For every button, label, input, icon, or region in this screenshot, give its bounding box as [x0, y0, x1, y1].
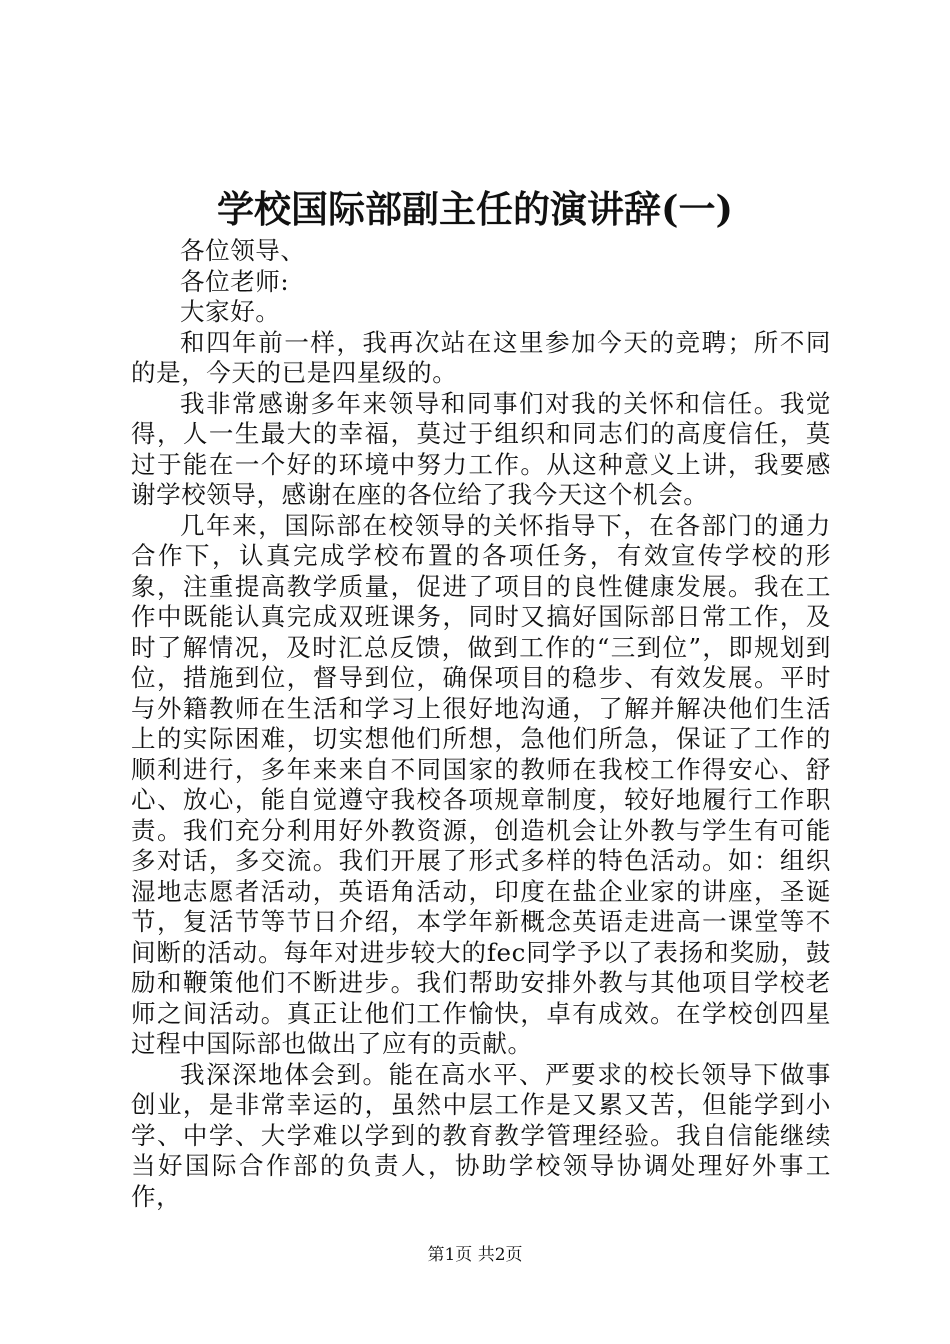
salutation-leaders: 各位领导、: [180, 236, 306, 265]
body-paragraph: 我非常感谢多年来领导和同事们对我的关怀和信任。我觉得，人一生最大的幸福，莫过于组织和同志们的高度信任，莫过于能在一个好的环境中努力工作。从这种意义上讲，我要感谢学校领导，感谢在座的各位给了我今天这个机会。: [131, 388, 831, 509]
document-title: 学校国际部副主任的演讲辞(一): [216, 187, 733, 231]
body-paragraph: 和四年前一样，我再次站在这里参加今天的竞聘；所不同的是，今天的已是四星级的。: [131, 327, 831, 387]
body-paragraph: 我深深地体会到。能在高水平、严要求的校长领导下做事创业，是非常幸运的，虽然中层工作是又累又苦，但能学到小学、中学、大学难以学到的教育教学管理经验。我自信能继续当好国际合作部的负责人，协助学校领导协调处理好外事工作，: [131, 1059, 831, 1211]
salutation-teachers: 各位老师:: [180, 266, 290, 296]
body-paragraph: 几年来，国际部在校领导的关怀指导下，在各部门的通力合作下，认真完成学校布置的各项任务，有效宣传学校的形象，注重提高教学质量，促进了项目的良性健康发展。我在工作中既能认真完成双班课务，同时又搞好国际部日常工作，及时了解情况，及时汇总反馈，做到工作的“三到位”，即规划到位，措施到位，督导到位，确保项目的稳步、有效发展。平时与外籍教师在生活和学习上很好地沟通，了解并解决他们生活上的实际困难，切实想他们所想，急他们所急，保证了工作的顺利进行，多年来来自不同国家的教师在我校工作得安心、舒心、放心，能自觉遵守我校各项规章制度，较好地履行工作职责。我们充分利用好外教资源，创造机会让外教与学生有可能多对话，多交流。我们开展了形式多样的特色活动。如：组织湿地志愿者活动，英语角活动，印度在盐企业家的讲座，圣诞节，复活节等节日介绍，本学年新概念英语走进高一课堂等不间断的活动。每年对进步较大的fec同学予以了表扬和奖励，鼓励和鞭策他们不断进步。我们帮助安排外教与其他项目学校老师之间活动。真正让他们工作愉快，卓有成效。在学校创四星过程中国际部也做出了应有的贡献。: [131, 510, 831, 1058]
greeting: 大家好。: [180, 297, 281, 326]
page-number-footer: 第1页 共2页: [427, 1245, 523, 1265]
document-body: [131, 236, 831, 1212]
